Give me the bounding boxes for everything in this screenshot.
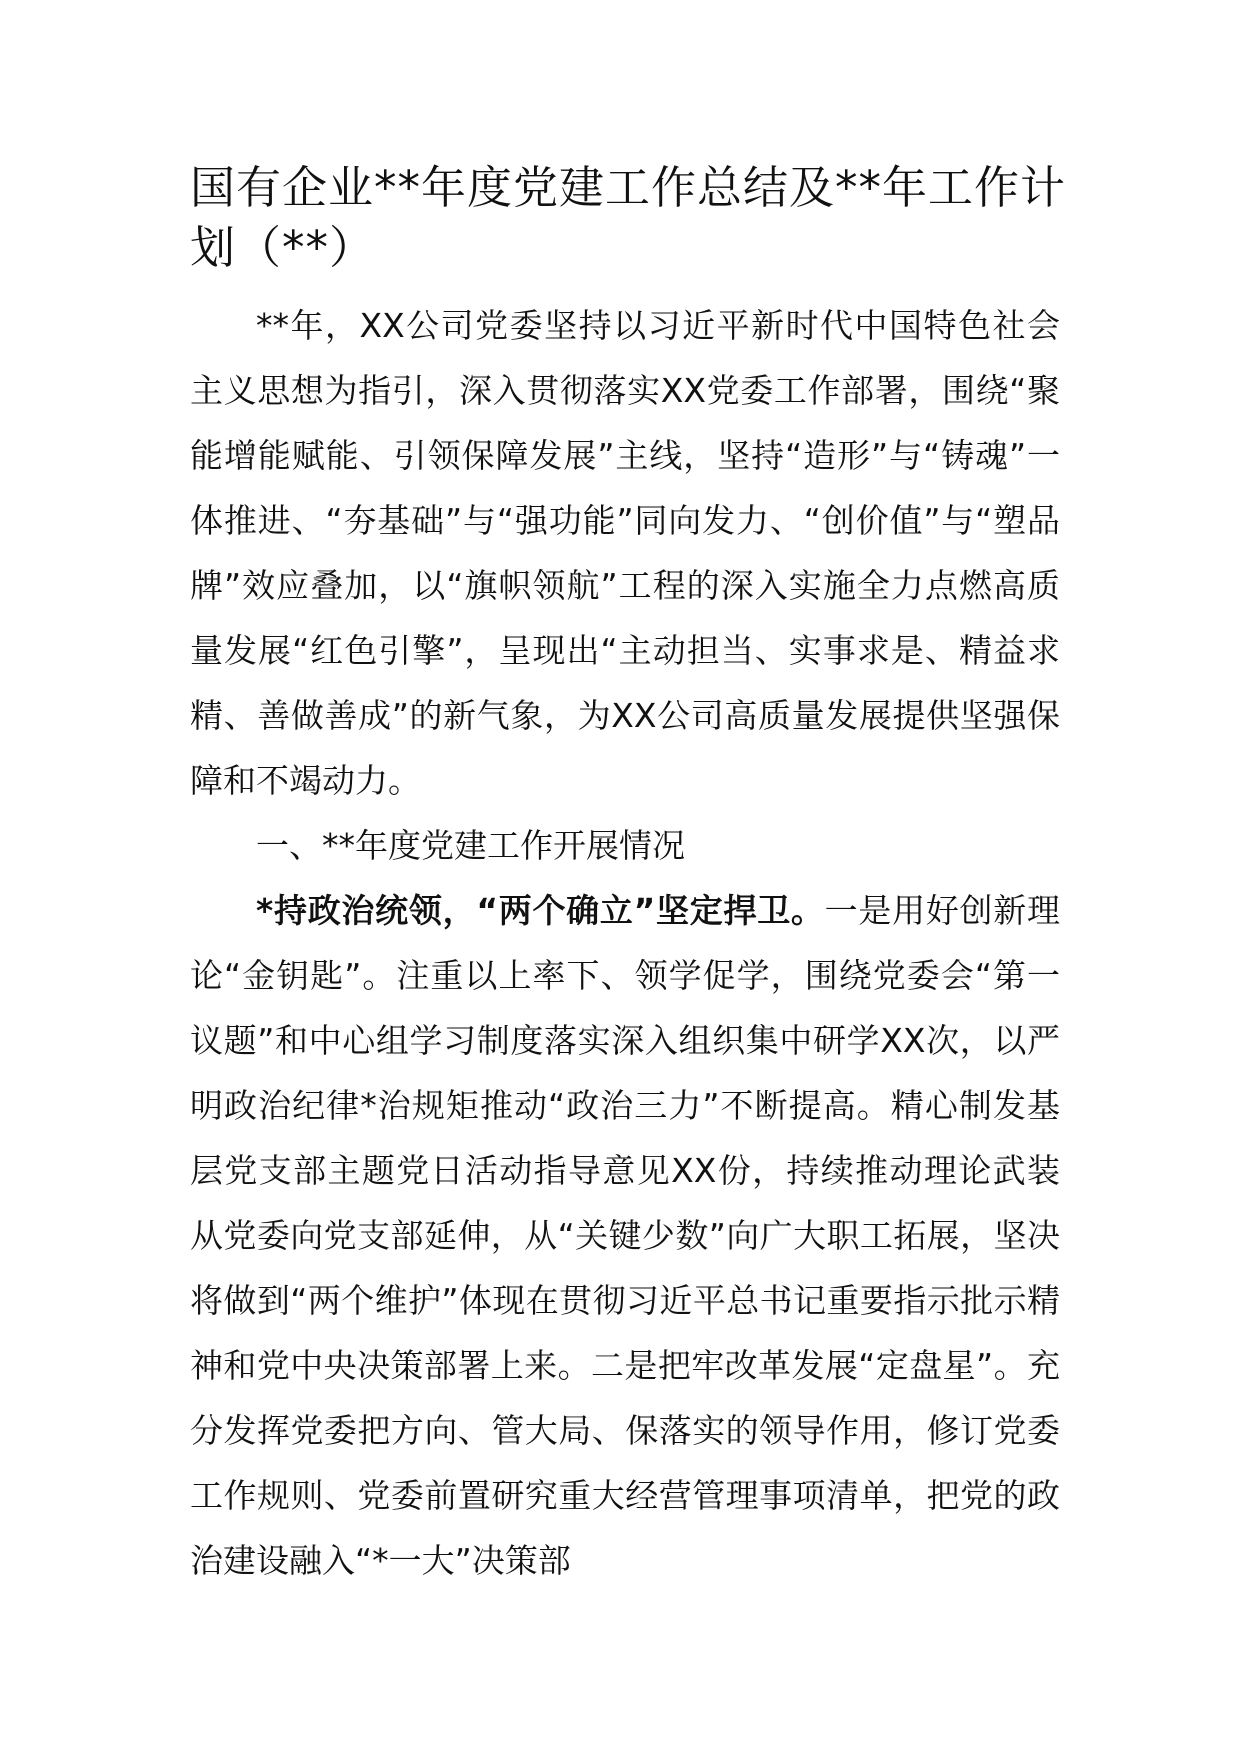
section-paragraph	[190, 878, 1060, 1593]
section-body-text: 一是用好创新理论“金钥匙”。注重以上率下、领学促学，围绕党委会“第一议题”和中心组学习制度落实深入组织集中研学XX次，以严明政治纪律*治规矩推动“政治三力”不断提高。精心制发基层党支部主题党日活动指导意见XX份，持续推动理论武装从党委向党支部延伸，从“关键少数”向广大职工拓展，坚决将做到“两个维护”体现在贯彻习近平总书记重要指示批示精神和党中央决策部署上来。二是把牢改革发展“定盘星”。充分发挥党委把方向、管大局、保落实的领导作用，修订党委工作规则、党委前置研究重大经营管理事项清单，把党的政治建设融入“*一大”决策部	[190, 891, 1060, 1580]
section-lead-text: *持政治统领，“两个确立”坚定捍卫。	[256, 891, 825, 930]
document-title: 国有企业**年度党建工作总结及**年工作计划（**）	[190, 161, 1067, 274]
intro-paragraph: **年，XX公司党委坚持以习近平新时代中国特色社会主义思想为指引，深入贯彻落实XX党委工作部署，围绕“聚能增能赋能、引领保障发展”主线，坚持“造形”与“铸魂”一体推进、“夯基础”与“强功能”同向发力、“创价值”与“塑品牌”效应叠加，以“旗帜领航”工程的深入实施全力点燃高质量发展“红色引擎”，呈现出“主动担当、实事求是、精益求精、善做善成”的新气象，为XX公司高质量发展提供坚强保障和不竭动力。	[190, 306, 1060, 800]
document-body	[190, 293, 1060, 1593]
section-heading: 一、**年度党建工作开展情况	[256, 826, 685, 865]
